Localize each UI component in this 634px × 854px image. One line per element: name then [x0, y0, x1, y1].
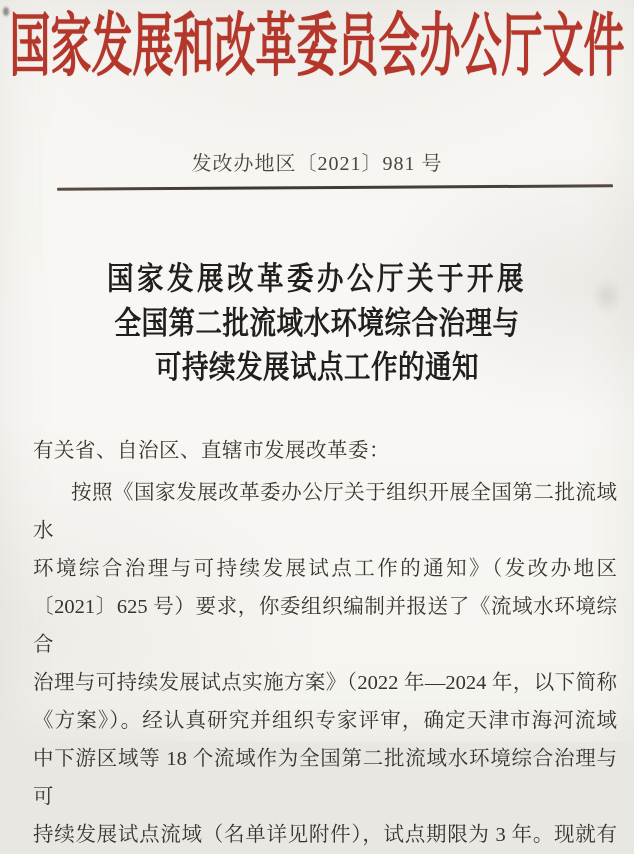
red-header-org-title: 国家发展和改革委员会办公厅文件 — [9, 6, 625, 85]
header-separator-line — [57, 184, 613, 190]
document-body — [33, 436, 617, 854]
paragraph-line: 环境综合治理与可持续发展试点工作的通知》（发改办地区 — [33, 558, 617, 580]
paragraph-line: 按照《国家发展改革委办公厅关于组织开展全国第二批流域水 — [33, 482, 617, 542]
document-title-line-1: 国家发展改革委办公厅关于开展 — [107, 260, 527, 296]
document-title-line-3: 可持续发展试点工作的通知 — [155, 349, 479, 385]
paragraph-line: 持续发展试点流域（名单详见附件），试点期限为 3 年。现就有 — [33, 824, 617, 846]
paragraph-line: 《方案》）。经认真研究并组织专家评审，确定天津市海河流域 — [33, 710, 617, 732]
document-title — [0, 257, 634, 390]
paragraph-line: 〔2021〕625 号）要求，你委组织编制并报送了《流域水环境综合 — [33, 596, 617, 656]
salutation: 有关省、自治区、直辖市发展改革委： — [33, 440, 390, 462]
document-number: 发改办地区〔2021〕981 号 — [191, 153, 443, 175]
paragraph-line: 中下游区域等 18 个流域作为全国第二批流域水环境综合治理与可 — [33, 748, 617, 808]
paragraph-line: 治理与可持续发展试点实施方案》（2022 年—2024 年，以下简称 — [33, 672, 617, 694]
document-title-line-2: 全国第二批流域水环境综合治理与 — [114, 304, 520, 341]
